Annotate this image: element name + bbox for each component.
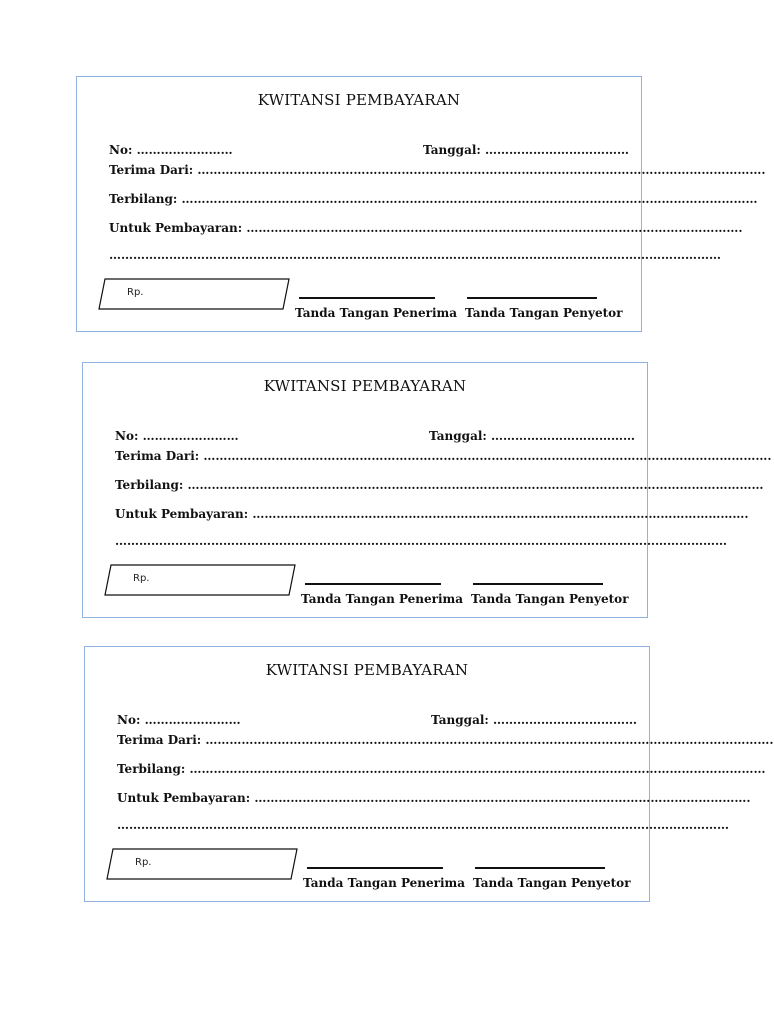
no-field: No: …………………… — [115, 429, 239, 443]
signature-line-penyetor — [467, 297, 597, 299]
tanda-tangan-penyetor-label: Tanda Tangan Penyetor — [473, 876, 631, 890]
terbilang-field: Terbilang: ……………………………………………………………………………………………………………………………… — [115, 478, 764, 492]
terima-dari-field: Terima Dari: ……………………………………………………………………………………………………………………………. — [117, 733, 774, 747]
terima-dari-field: Terima Dari: ……………………………………………………………………………………………………………………………. — [115, 449, 772, 463]
untuk-pembayaran-field: Untuk Pembayaran: ……………………………………………………………………………………………………………. — [115, 507, 749, 521]
terima-dari-field: Terima Dari: ……………………………………………………………………………………………………………………………. — [109, 163, 766, 177]
rp-amount-box — [107, 849, 297, 879]
signature-line-penerima — [307, 867, 443, 869]
receipt-title: KWITANSI PEMBAYARAN — [265, 661, 469, 679]
receipt-1 — [76, 76, 766, 332]
tanda-tangan-penyetor-label: Tanda Tangan Penyetor — [465, 306, 623, 320]
receipt-title: KWITANSI PEMBAYARAN — [257, 91, 461, 109]
no-field: No: …………………… — [117, 713, 241, 727]
rp-label: Rp. — [135, 857, 152, 868]
receipt-2 — [82, 362, 772, 618]
receipt-3 — [84, 646, 774, 902]
signature-line-penyetor — [473, 583, 603, 585]
signature-line-penerima — [305, 583, 441, 585]
tanda-tangan-penerima-label: Tanda Tangan Penerima — [303, 876, 466, 890]
untuk-pembayaran-field: Untuk Pembayaran: ……………………………………………………………………………………………………………. — [117, 791, 751, 805]
continuation-line: ……………………………………………………………………………………………………………………………………… — [115, 534, 727, 548]
continuation-line: ……………………………………………………………………………………………………………………………………… — [117, 818, 729, 832]
rp-amount-box — [99, 279, 289, 309]
signature-line-penerima — [299, 297, 435, 299]
terbilang-field: Terbilang: ……………………………………………………………………………………………………………………………… — [117, 762, 766, 776]
no-field: No: …………………… — [109, 143, 233, 157]
signature-line-penyetor — [475, 867, 605, 869]
continuation-line: ……………………………………………………………………………………………………………………………………… — [109, 248, 721, 262]
tanggal-field: Tanggal: ……………………………… — [423, 143, 630, 157]
tanggal-field: Tanggal: ……………………………… — [431, 713, 638, 727]
tanda-tangan-penerima-label: Tanda Tangan Penerima — [301, 592, 464, 606]
rp-amount-box — [105, 565, 295, 595]
receipt-title: KWITANSI PEMBAYARAN — [263, 377, 467, 395]
tanggal-field: Tanggal: ……………………………… — [429, 429, 636, 443]
rp-label: Rp. — [127, 287, 144, 298]
tanda-tangan-penyetor-label: Tanda Tangan Penyetor — [471, 592, 629, 606]
rp-label: Rp. — [133, 573, 150, 584]
untuk-pembayaran-field: Untuk Pembayaran: ……………………………………………………………………………………………………………. — [109, 221, 743, 235]
terbilang-field: Terbilang: ……………………………………………………………………………………………………………………………… — [109, 192, 758, 206]
tanda-tangan-penerima-label: Tanda Tangan Penerima — [295, 306, 458, 320]
